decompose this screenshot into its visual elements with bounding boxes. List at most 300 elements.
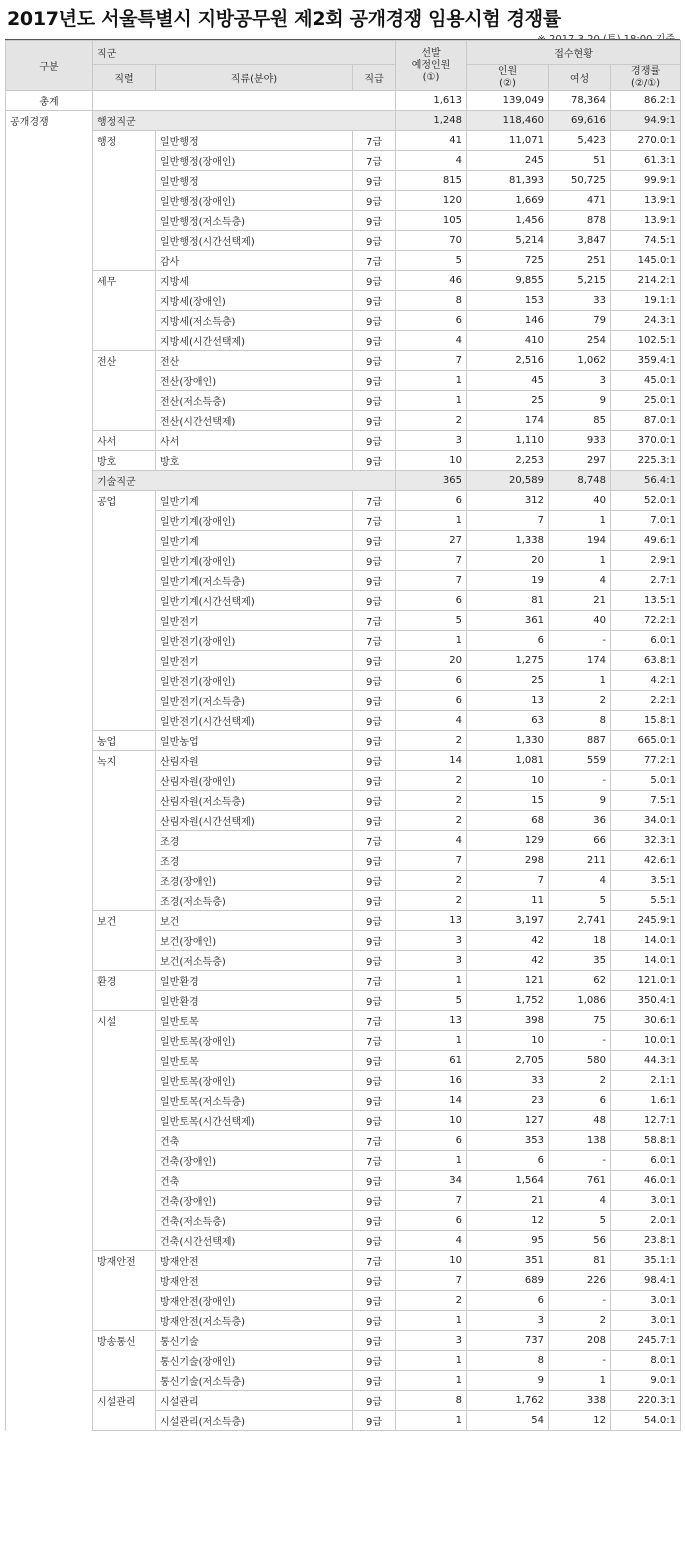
series-cell (93, 511, 156, 531)
series-cell: 시설관리 (93, 1391, 156, 1411)
grade-cell: 9급 (353, 1411, 396, 1431)
selection-count: 4 (396, 151, 467, 171)
series-cell (93, 1071, 156, 1091)
table-row (6, 211, 681, 231)
field-cell: 일반기계 (156, 531, 353, 551)
series-cell: 보건 (93, 911, 156, 931)
applicant-count: 10 (467, 1031, 549, 1051)
field-cell: 일반행정(장애인) (156, 191, 353, 211)
field-cell: 일반기계(저소득층) (156, 571, 353, 591)
grade-cell: 9급 (353, 451, 396, 471)
field-cell: 일반기계 (156, 491, 353, 511)
selection-count: 41 (396, 131, 467, 151)
selection-count: 2 (396, 1291, 467, 1311)
table-row (6, 751, 681, 771)
grade-cell: 9급 (353, 211, 396, 231)
grade-cell: 9급 (353, 1111, 396, 1131)
category-cell (6, 871, 93, 891)
field-cell: 방재안전 (156, 1251, 353, 1271)
field-cell: 일반전기(시간선택제) (156, 711, 353, 731)
category-cell (6, 931, 93, 951)
female-count: 1,062 (549, 351, 611, 371)
competition-ratio: 61.3:1 (611, 151, 681, 171)
category-cell (6, 891, 93, 911)
category-cell (6, 1411, 93, 1431)
grade-cell: 7급 (353, 971, 396, 991)
female-count: 1 (549, 511, 611, 531)
total-selection: 1,613 (396, 91, 467, 111)
female-count: 33 (549, 291, 611, 311)
applicant-count: 11,071 (467, 131, 549, 151)
field-cell: 통신기술 (156, 1331, 353, 1351)
grade-cell: 9급 (353, 351, 396, 371)
grade-cell: 9급 (353, 951, 396, 971)
series-cell: 사서 (93, 431, 156, 451)
selection-count: 5 (396, 611, 467, 631)
applicant-count: 398 (467, 1011, 549, 1031)
grade-cell: 9급 (353, 531, 396, 551)
series-cell: 방재안전 (93, 1251, 156, 1271)
applicant-count: 19 (467, 571, 549, 591)
selection-count: 6 (396, 311, 467, 331)
selection-count: 1 (396, 1031, 467, 1051)
female-count: - (549, 1351, 611, 1371)
field-cell: 일반농업 (156, 731, 353, 751)
applicant-count: 129 (467, 831, 549, 851)
category-cell (6, 271, 93, 291)
series-cell (93, 671, 156, 691)
selection-count: 3 (396, 1331, 467, 1351)
total-applicants: 139,049 (467, 91, 549, 111)
series-cell (93, 611, 156, 631)
field-cell: 일반행정(저소득층) (156, 211, 353, 231)
category-cell (6, 751, 93, 771)
category-cell (6, 831, 93, 851)
field-cell: 지방세(장애인) (156, 291, 353, 311)
female-count: 79 (549, 311, 611, 331)
selection-count: 10 (396, 451, 467, 471)
selection-count: 1,248 (396, 111, 467, 131)
applicant-count: 6 (467, 1151, 549, 1171)
female-count: 1 (549, 1371, 611, 1391)
female-count: 5,423 (549, 131, 611, 151)
competition-ratio: 44.3:1 (611, 1051, 681, 1071)
applicant-count: 1,456 (467, 211, 549, 231)
table-row (6, 791, 681, 811)
field-cell: 조경 (156, 851, 353, 871)
series-cell (93, 231, 156, 251)
female-count: 21 (549, 591, 611, 611)
competition-ratio: 3.5:1 (611, 871, 681, 891)
grade-cell: 9급 (353, 1351, 396, 1371)
grade-cell: 7급 (353, 831, 396, 851)
selection-count: 6 (396, 1131, 467, 1151)
field-cell: 일반토목(장애인) (156, 1071, 353, 1091)
category-cell (6, 1091, 93, 1111)
selection-count: 2 (396, 411, 467, 431)
applicant-count: 9,855 (467, 271, 549, 291)
competition-ratio: 3.0:1 (611, 1311, 681, 1331)
header-selection-text: 선발 예정인원 (①) (411, 47, 451, 83)
table-row (6, 731, 681, 751)
series-cell (93, 631, 156, 651)
table-row (6, 951, 681, 971)
category-cell (6, 331, 93, 351)
series-cell (93, 291, 156, 311)
field-cell: 보건 (156, 911, 353, 931)
applicant-count: 25 (467, 671, 549, 691)
field-cell: 산림자원(장애인) (156, 771, 353, 791)
grade-cell: 7급 (353, 511, 396, 531)
series-cell (93, 391, 156, 411)
category-cell (6, 391, 93, 411)
grade-cell: 7급 (353, 131, 396, 151)
header-jikgun: 직군 (93, 41, 396, 65)
competition-ratio: 42.6:1 (611, 851, 681, 871)
selection-count: 7 (396, 351, 467, 371)
field-cell: 방재안전(저소득층) (156, 1311, 353, 1331)
female-count: 66 (549, 831, 611, 851)
competition-ratio: 87.0:1 (611, 411, 681, 431)
grade-cell: 9급 (353, 331, 396, 351)
category-cell (6, 1151, 93, 1171)
field-cell: 일반전기 (156, 651, 353, 671)
applicant-count: 361 (467, 611, 549, 631)
selection-count: 3 (396, 951, 467, 971)
selection-count: 7 (396, 551, 467, 571)
series-cell (93, 851, 156, 871)
table-row (6, 1251, 681, 1271)
selection-count: 4 (396, 711, 467, 731)
female-count: 4 (549, 1191, 611, 1211)
category-cell (6, 1331, 93, 1351)
competition-ratio: 370.0:1 (611, 431, 681, 451)
applicant-count: 33 (467, 1071, 549, 1091)
table-row (6, 351, 681, 371)
series-cell: 환경 (93, 971, 156, 991)
applicant-count: 146 (467, 311, 549, 331)
applicant-count: 95 (467, 1231, 549, 1251)
competition-ratio: 10.0:1 (611, 1031, 681, 1051)
applicant-count: 1,669 (467, 191, 549, 211)
female-count: 4 (549, 871, 611, 891)
category-cell (6, 1371, 93, 1391)
selection-count: 1 (396, 971, 467, 991)
job-group-label: 기술직군 (93, 471, 396, 491)
field-cell: 전산(장애인) (156, 371, 353, 391)
series-cell (93, 931, 156, 951)
header-ratio-text: 경쟁률 (②/①) (630, 65, 661, 89)
competition-ratio: 25.0:1 (611, 391, 681, 411)
selection-count: 7 (396, 851, 467, 871)
field-cell: 일반기계(장애인) (156, 551, 353, 571)
header-group: 구분 (6, 41, 93, 91)
job-group-row (6, 111, 681, 131)
category-cell (6, 851, 93, 871)
field-cell: 조경(장애인) (156, 871, 353, 891)
grade-cell: 9급 (353, 291, 396, 311)
table-row (6, 1271, 681, 1291)
competition-ratio: 99.9:1 (611, 171, 681, 191)
category-cell (6, 991, 93, 1011)
category-cell: 공개경쟁 (6, 111, 93, 131)
grade-cell: 7급 (353, 1011, 396, 1031)
selection-count: 8 (396, 291, 467, 311)
series-cell (93, 991, 156, 1011)
table-row (6, 1091, 681, 1111)
category-cell (6, 371, 93, 391)
applicant-count: 7 (467, 871, 549, 891)
grade-cell: 9급 (353, 171, 396, 191)
applicant-count: 1,110 (467, 431, 549, 451)
table-row (6, 631, 681, 651)
female-count: 5 (549, 891, 611, 911)
competition-ratio: 7.5:1 (611, 791, 681, 811)
table-row (6, 871, 681, 891)
field-cell: 일반토목 (156, 1011, 353, 1031)
series-cell (93, 711, 156, 731)
category-cell (6, 1391, 93, 1411)
grade-cell: 9급 (353, 991, 396, 1011)
field-cell: 방재안전(장애인) (156, 1291, 353, 1311)
grade-cell: 9급 (353, 191, 396, 211)
competition-ratio: 2.0:1 (611, 1211, 681, 1231)
competition-ratio: 32.3:1 (611, 831, 681, 851)
applicant-count: 54 (467, 1411, 549, 1431)
female-count: 1,086 (549, 991, 611, 1011)
table-row (6, 371, 681, 391)
category-cell (6, 1071, 93, 1091)
series-cell (93, 1151, 156, 1171)
table-row (6, 171, 681, 191)
female-count: 174 (549, 651, 611, 671)
grade-cell: 9급 (353, 791, 396, 811)
field-cell: 건축 (156, 1131, 353, 1151)
selection-count: 70 (396, 231, 467, 251)
competition-ratio: 54.0:1 (611, 1411, 681, 1431)
series-cell (93, 1411, 156, 1431)
female-count: 8 (549, 711, 611, 731)
competition-rate-table (5, 40, 681, 1431)
field-cell: 일반행정 (156, 171, 353, 191)
category-cell (6, 731, 93, 751)
competition-ratio: 5.0:1 (611, 771, 681, 791)
series-cell (93, 691, 156, 711)
competition-ratio: 6.0:1 (611, 631, 681, 651)
category-cell (6, 591, 93, 611)
category-cell (6, 231, 93, 251)
table-row (6, 1231, 681, 1251)
series-cell (93, 791, 156, 811)
header-jikryu: 직류(분야) (156, 65, 353, 91)
table-row (6, 1111, 681, 1131)
table-row (6, 291, 681, 311)
category-cell (6, 671, 93, 691)
category-cell (6, 511, 93, 531)
field-cell: 보건(저소득층) (156, 951, 353, 971)
grade-cell: 9급 (353, 1271, 396, 1291)
field-cell: 지방세 (156, 271, 353, 291)
grade-cell: 9급 (353, 851, 396, 871)
grade-cell: 9급 (353, 1071, 396, 1091)
grade-cell: 9급 (353, 271, 396, 291)
selection-count: 1 (396, 371, 467, 391)
applicant-count: 1,275 (467, 651, 549, 671)
table-row (6, 1311, 681, 1331)
competition-ratio: 34.0:1 (611, 811, 681, 831)
female-count: 226 (549, 1271, 611, 1291)
field-cell: 일반전기(장애인) (156, 671, 353, 691)
header-selection (396, 41, 467, 91)
competition-ratio: 102.5:1 (611, 331, 681, 351)
grade-cell: 9급 (353, 1191, 396, 1211)
female-count: 887 (549, 731, 611, 751)
selection-count: 8 (396, 1391, 467, 1411)
header-application-status: 접수현황 (467, 41, 681, 65)
competition-ratio: 45.0:1 (611, 371, 681, 391)
category-cell (6, 791, 93, 811)
series-cell: 시설 (93, 1011, 156, 1031)
header-jikryeol: 직렬 (93, 65, 156, 91)
competition-ratio: 35.1:1 (611, 1251, 681, 1271)
total-label: 총계 (6, 91, 93, 111)
applicant-count: 312 (467, 491, 549, 511)
category-cell (6, 431, 93, 451)
applicant-count: 13 (467, 691, 549, 711)
grade-cell: 9급 (353, 911, 396, 931)
category-cell (6, 651, 93, 671)
series-cell: 녹지 (93, 751, 156, 771)
competition-ratio: 225.3:1 (611, 451, 681, 471)
table-row (6, 1351, 681, 1371)
grade-cell: 9급 (353, 411, 396, 431)
table-row (6, 491, 681, 511)
category-cell (6, 771, 93, 791)
series-cell (93, 1211, 156, 1231)
grade-cell: 7급 (353, 1031, 396, 1051)
applicant-count: 725 (467, 251, 549, 271)
female-count: 2 (549, 691, 611, 711)
series-cell: 방호 (93, 451, 156, 471)
series-cell: 공업 (93, 491, 156, 511)
table-row (6, 1131, 681, 1151)
series-cell (93, 831, 156, 851)
female-count: 69,616 (549, 111, 611, 131)
competition-ratio: 7.0:1 (611, 511, 681, 531)
table-row (6, 331, 681, 351)
female-count: 12 (549, 1411, 611, 1431)
applicant-count: 174 (467, 411, 549, 431)
selection-count: 2 (396, 771, 467, 791)
applicant-count: 21 (467, 1191, 549, 1211)
table-row (6, 571, 681, 591)
category-cell (6, 1231, 93, 1251)
selection-count: 5 (396, 251, 467, 271)
series-cell (93, 1371, 156, 1391)
table-row (6, 1151, 681, 1171)
table-row (6, 1211, 681, 1231)
applicant-count: 410 (467, 331, 549, 351)
applicant-count: 3,197 (467, 911, 549, 931)
female-count: 18 (549, 931, 611, 951)
female-count: - (549, 1031, 611, 1051)
field-cell: 시설관리 (156, 1391, 353, 1411)
selection-count: 5 (396, 991, 467, 1011)
female-count: 878 (549, 211, 611, 231)
category-cell (6, 1271, 93, 1291)
selection-count: 365 (396, 471, 467, 491)
table-row (6, 711, 681, 731)
header-female: 여성 (549, 65, 611, 91)
applicant-count: 2,705 (467, 1051, 549, 1071)
category-cell (6, 171, 93, 191)
female-count: 40 (549, 491, 611, 511)
field-cell: 건축(저소득층) (156, 1211, 353, 1231)
series-cell (93, 1091, 156, 1111)
series-cell: 행정 (93, 131, 156, 151)
grade-cell: 9급 (353, 711, 396, 731)
selection-count: 2 (396, 871, 467, 891)
category-cell (6, 911, 93, 931)
category-cell (6, 131, 93, 151)
table-row (6, 971, 681, 991)
field-cell: 건축(장애인) (156, 1191, 353, 1211)
competition-ratio: 4.2:1 (611, 671, 681, 691)
field-cell: 건축(장애인) (156, 1151, 353, 1171)
selection-count: 120 (396, 191, 467, 211)
field-cell: 전산 (156, 351, 353, 371)
field-cell: 방호 (156, 451, 353, 471)
female-count: 297 (549, 451, 611, 471)
field-cell: 일반토목 (156, 1051, 353, 1071)
table-row (6, 651, 681, 671)
category-cell (6, 631, 93, 651)
applicant-count: 20 (467, 551, 549, 571)
competition-ratio: 46.0:1 (611, 1171, 681, 1191)
selection-count: 4 (396, 1231, 467, 1251)
table-row (6, 1051, 681, 1071)
applicant-count: 9 (467, 1371, 549, 1391)
applicant-count: 6 (467, 631, 549, 651)
female-count: 6 (549, 1091, 611, 1111)
grade-cell: 9급 (353, 931, 396, 951)
selection-count: 815 (396, 171, 467, 191)
field-cell: 건축 (156, 1171, 353, 1191)
female-count: 1 (549, 551, 611, 571)
competition-ratio: 12.7:1 (611, 1111, 681, 1131)
female-count: 933 (549, 431, 611, 451)
female-count: 3 (549, 371, 611, 391)
field-cell: 일반토목(시간선택제) (156, 1111, 353, 1131)
competition-ratio: 6.0:1 (611, 1151, 681, 1171)
grade-cell: 9급 (353, 1331, 396, 1351)
female-count: 62 (549, 971, 611, 991)
selection-count: 105 (396, 211, 467, 231)
female-count: 3,847 (549, 231, 611, 251)
selection-count: 2 (396, 891, 467, 911)
table-row (6, 1071, 681, 1091)
competition-ratio: 350.4:1 (611, 991, 681, 1011)
applicant-count: 10 (467, 771, 549, 791)
competition-ratio: 74.5:1 (611, 231, 681, 251)
field-cell: 일반기계(장애인) (156, 511, 353, 531)
grade-cell: 9급 (353, 1051, 396, 1071)
selection-count: 2 (396, 791, 467, 811)
selection-count: 1 (396, 1351, 467, 1371)
field-cell: 조경(저소득층) (156, 891, 353, 911)
field-cell: 일반행정 (156, 131, 353, 151)
female-count: 251 (549, 251, 611, 271)
